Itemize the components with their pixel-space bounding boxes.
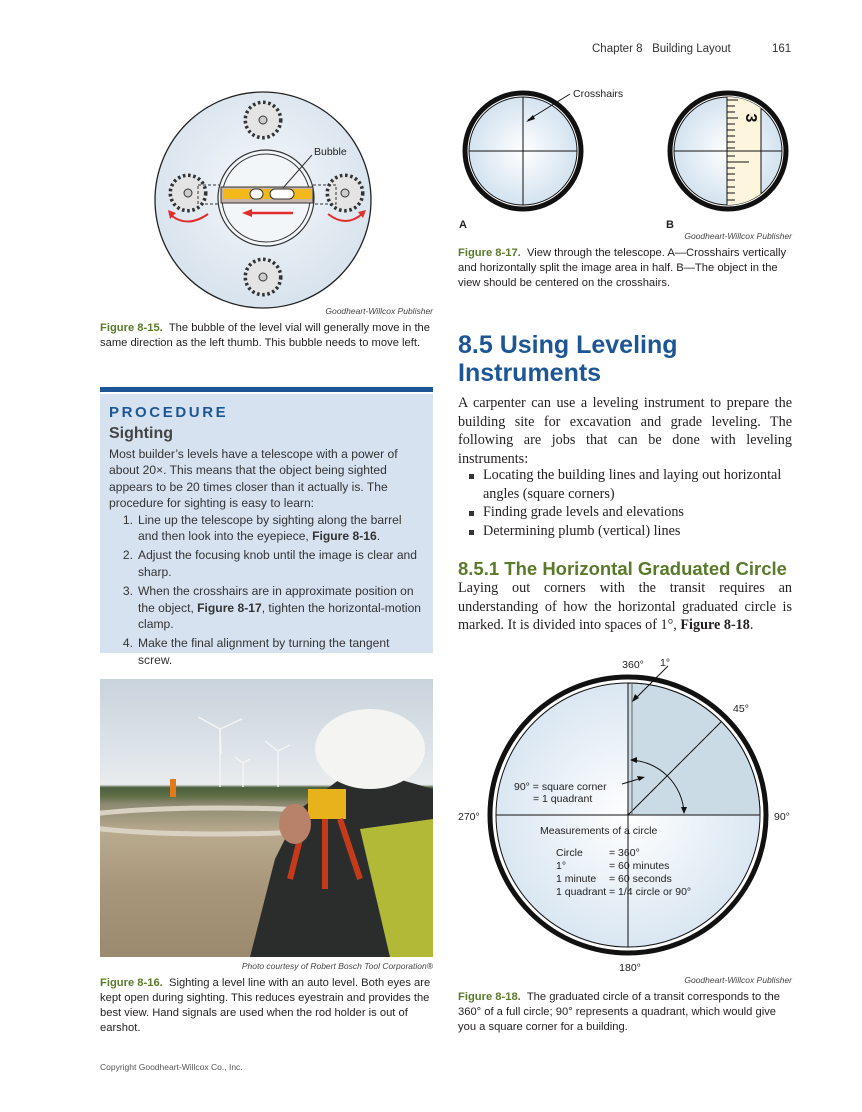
section-8-5-1-body bbox=[458, 579, 792, 635]
label-360-degrees: 360° bbox=[622, 659, 644, 671]
figure-8-16-photo bbox=[100, 679, 433, 957]
quadrant-label: = 1 quadrant bbox=[533, 793, 593, 805]
section-8-5-intro: A carpenter can use a leveling instrument to prepare the building site for excavation and grade leveling. The following are jobs that can be done with leveling instruments: bbox=[458, 395, 792, 467]
step-text: When the crosshairs are in approximate position on the object, bbox=[138, 584, 414, 615]
step-text: Make the final alignment by turning the tangent screw. bbox=[138, 636, 390, 667]
measurement-term: Circle bbox=[556, 847, 583, 859]
label-a: A bbox=[459, 219, 467, 230]
step-text: Adjust the focusing knob until the image is clear and sharp. bbox=[138, 548, 417, 579]
procedure-box bbox=[100, 394, 433, 667]
label-90-degrees: 90° bbox=[774, 811, 790, 823]
leveling-screw-left bbox=[171, 176, 205, 210]
caption-label: Figure 8-15. bbox=[100, 322, 163, 334]
figure-8-18-illustration bbox=[450, 650, 800, 980]
procedure-step bbox=[109, 547, 425, 580]
vial-bubble bbox=[270, 189, 294, 199]
figure-8-17-caption bbox=[458, 246, 792, 291]
figure-reference: Figure 8-16 bbox=[312, 529, 377, 544]
figure-8-15-caption bbox=[100, 321, 433, 351]
procedure-step bbox=[109, 512, 425, 545]
crosshairs-label: Crosshairs bbox=[573, 88, 624, 100]
step-text: , tighten the horizontal-motion clamp. bbox=[138, 600, 422, 632]
vial-bubble-left bbox=[250, 189, 263, 199]
measurement-value: = 60 seconds bbox=[609, 873, 672, 885]
caption-label: Figure 8-17. bbox=[458, 247, 521, 259]
telescope-view-a bbox=[465, 93, 581, 209]
photo-scene bbox=[100, 679, 433, 957]
caption-label: Figure 8-16. bbox=[100, 977, 163, 989]
procedure-steps bbox=[109, 512, 425, 669]
hand bbox=[279, 804, 311, 844]
figure-8-15-credit: Goodheart-Willcox Publisher bbox=[325, 306, 433, 316]
section-8-5-list bbox=[458, 466, 792, 540]
label-270-degrees: 270° bbox=[458, 811, 480, 823]
step-number: 3. bbox=[122, 584, 133, 599]
figure-reference: Figure 8-18 bbox=[680, 617, 750, 633]
vial-liquid bbox=[223, 189, 311, 199]
running-head bbox=[592, 43, 731, 55]
bubble-label: Bubble bbox=[314, 146, 347, 158]
figure-reference: Figure 8-17 bbox=[197, 600, 262, 615]
figure-8-17-credit: Goodheart-Willcox Publisher bbox=[684, 231, 792, 241]
section-heading-8-5: 8.5 Using Leveling Instruments bbox=[458, 331, 678, 387]
step-number: 2. bbox=[122, 548, 133, 563]
label-1-degree: 1° bbox=[660, 657, 671, 669]
list-item: Determining plumb (vertical) lines bbox=[458, 522, 792, 541]
rod-scale-number: 3 bbox=[742, 113, 759, 123]
procedure-intro: Most builder’s levels have a telescope with a power of about 20×. This means that the object being sighted appears to be 20 times closer than it actually is. The procedure for sighting is easy to learn: bbox=[109, 447, 398, 511]
measurement-term: 1 quadrant bbox=[556, 886, 607, 898]
hard-hat bbox=[315, 709, 425, 789]
section-heading-8-5-1: 8.5.1 The Horizontal Graduated Circle bbox=[458, 558, 787, 579]
body-text: Laying out corners with the transit requires an understanding of how the horizontal graduated circle is marked. It is divided into spaces of 1°, bbox=[458, 580, 792, 633]
figure-8-18-caption bbox=[458, 990, 792, 1035]
figure-8-18-credit: Goodheart-Willcox Publisher bbox=[684, 975, 792, 985]
measurement-value: = 360° bbox=[609, 847, 640, 859]
figure-8-17-illustration bbox=[450, 80, 800, 230]
leveling-screw-top bbox=[246, 103, 280, 137]
leveling-screw-right bbox=[328, 176, 362, 210]
step-number: 1. bbox=[122, 512, 133, 527]
step-text: . bbox=[376, 529, 381, 544]
wind-turbines bbox=[198, 717, 290, 787]
step-number: 4. bbox=[122, 636, 133, 651]
label-b: B bbox=[666, 219, 674, 230]
rod-holder bbox=[170, 779, 176, 797]
square-corner-label: 90° = square corner bbox=[514, 781, 607, 793]
chapter-label: Chapter 8 bbox=[592, 43, 643, 55]
telescope-view-b bbox=[670, 90, 786, 220]
caption-text: The bubble of the level vial will generally move in the same direction as the left thumb. This bubble needs to move left. bbox=[100, 322, 430, 349]
procedure-rule bbox=[100, 387, 433, 392]
caption-text: View through the telescope. A—Crosshairs vertically and horizontally split the image area in half. B—The object in the view should be centered on the crosshairs. bbox=[458, 247, 787, 289]
leveling-screw-bottom bbox=[246, 260, 280, 294]
figure-8-16-caption bbox=[100, 976, 433, 1036]
caption-label: Figure 8-18. bbox=[458, 991, 521, 1003]
label-45-degrees: 45° bbox=[733, 703, 749, 715]
procedure-step bbox=[109, 635, 425, 668]
procedure-step bbox=[109, 583, 425, 632]
list-item: Finding grade levels and elevations bbox=[458, 503, 792, 522]
auto-level bbox=[308, 789, 346, 819]
procedure-kicker: PROCEDURE bbox=[109, 404, 229, 421]
caption-text: Sighting a level line with an auto level. Both eyes are kept open during sighting. This reduces eyestrain and provides the best view. Hand signals are used when the rod holder is out of earshot. bbox=[100, 977, 431, 1034]
label-180-degrees: 180° bbox=[619, 962, 641, 974]
step-text: Line up the telescope by sighting along the barrel and then look into the eyepiece, bbox=[138, 512, 402, 544]
figure-8-16-credit: Photo courtesy of Robert Bosch Tool Corporation® bbox=[241, 961, 433, 971]
list-item: Locating the building lines and laying out horizontal angles (square corners) bbox=[458, 466, 792, 503]
procedure-title: Sighting bbox=[109, 425, 173, 442]
body-text: . bbox=[749, 617, 754, 633]
measurement-term: 1° bbox=[556, 860, 567, 872]
copyright: Copyright Goodheart-Willcox Co., Inc. bbox=[100, 1062, 243, 1072]
measurement-value: = 60 minutes bbox=[609, 860, 670, 872]
measurements-title: Measurements of a circle bbox=[540, 825, 658, 837]
caption-text: The graduated circle of a transit corresponds to the 360° of a full circle; 90° represents a quadrant, which would give you a square corner for a building. bbox=[458, 991, 780, 1033]
chapter-title: Building Layout bbox=[652, 43, 731, 55]
measurement-value: = 1/4 circle or 90° bbox=[609, 886, 692, 898]
figure-8-15-illustration bbox=[100, 60, 440, 310]
page-number: 161 bbox=[772, 43, 792, 55]
measurement-term: 1 minute bbox=[556, 873, 597, 885]
